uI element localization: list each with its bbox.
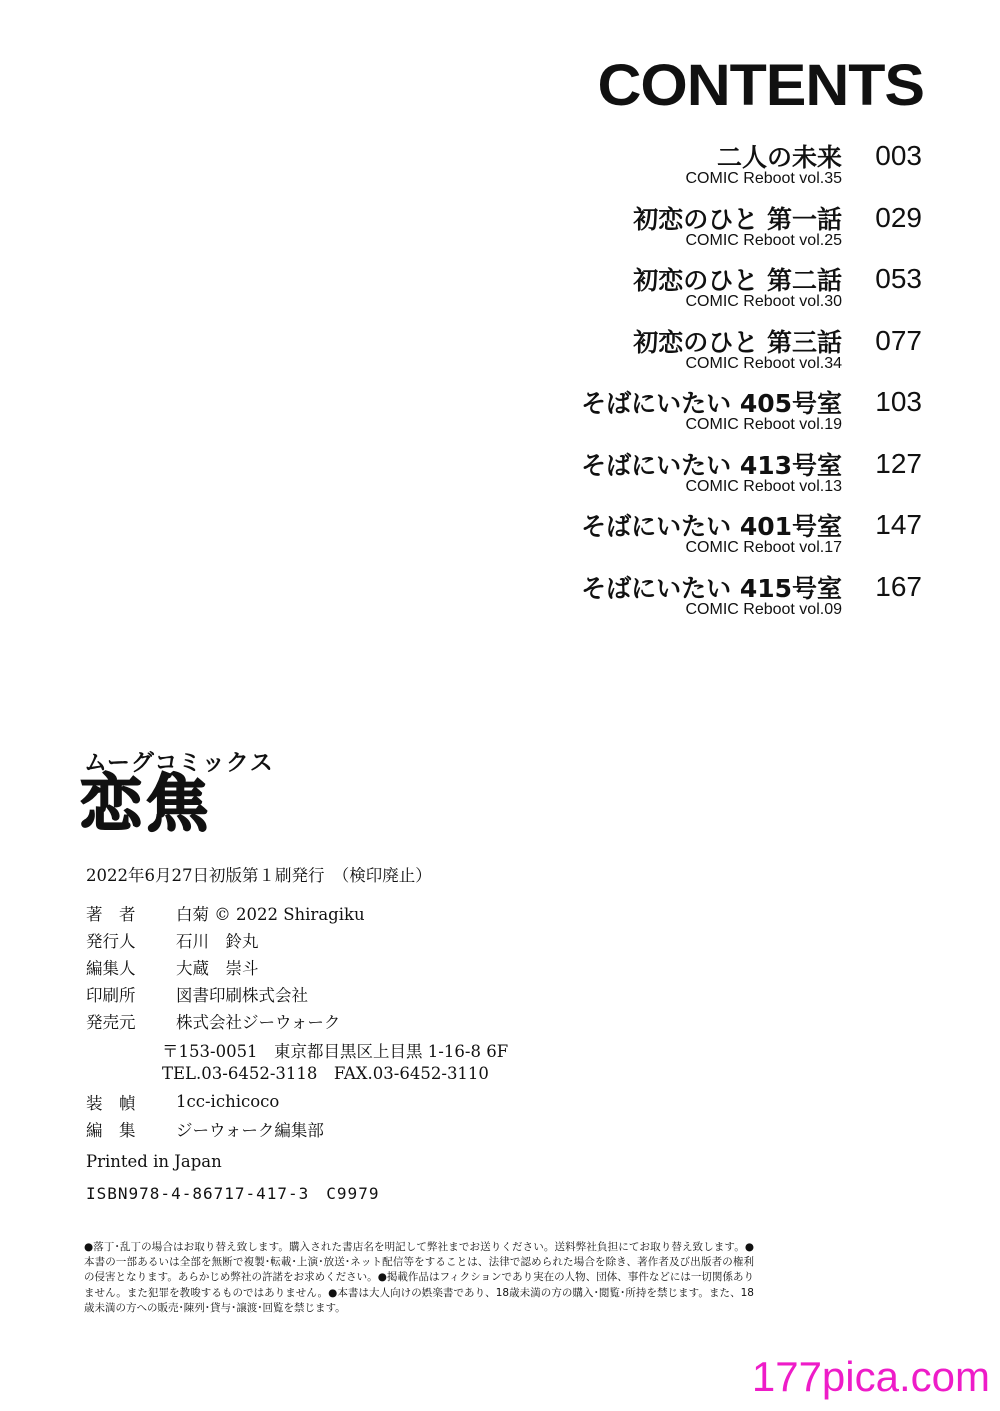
watermark: 177pica.com: [751, 1353, 990, 1400]
toc-entry: [0, 323, 1000, 385]
toc-page-number: 003: [875, 140, 922, 171]
legal-notice: ●落丁･乱丁の場合はお取り替え致します。購入された書店名を明記して弊社までお送りください。送料弊社負担にてお取り替え致します。●本書の一部あるいは全部を無断で複製･転載･上演･放送･ネット配信等をすることは、法律で認められた場合を除き、著作者及び出版者の権利の侵害となります。あらかじめ弊社の許諾をお求めください。●掲載作品はフィクションであり実在の人物、団体、事件などには一切関係ありません。また犯罪を教唆するものではありません。●本書は大人向けの娯楽書であり、18歳未満の方の購入･閲覧･所持を禁じます。また、18歳未満の方への販売･陳列･貸与･譲渡･回覧を禁じます。: [84, 1241, 754, 1314]
toc-title: 初恋のひと 第一話: [633, 204, 842, 234]
toc-source: COMIC Reboot vol.19: [685, 416, 842, 433]
printed-in-japan: Printed in Japan: [86, 1152, 222, 1171]
toc-page-number: 029: [875, 201, 922, 233]
toc-source: COMIC Reboot vol.34: [685, 354, 842, 372]
toc-entry: [0, 138, 1000, 200]
toc-page-number: 167: [875, 570, 922, 602]
credit-value: 白菊 © 2022 Shiragiku: [176, 904, 365, 924]
toc-title: 初恋のひと 第二話: [633, 266, 842, 295]
credit-role: 印刷所: [86, 985, 136, 1005]
credit-role: 編集人: [86, 958, 136, 978]
toc-entry: [0, 200, 1000, 262]
toc-entry: [0, 384, 1000, 446]
credit-role: 発行人: [86, 931, 136, 951]
colophon: [86, 862, 508, 1204]
toc-title: 初恋のひと 第三話: [633, 327, 842, 357]
toc-source: COMIC Reboot vol.35: [685, 170, 842, 187]
toc-source: COMIC Reboot vol.09: [685, 600, 842, 618]
credit-value: ジーウォーク編集部: [176, 1120, 324, 1140]
credit-row: [86, 953, 508, 980]
toc-entry: [0, 446, 1000, 508]
credit-row: [86, 1115, 508, 1142]
credit-row: [86, 926, 508, 953]
credit-row: [86, 980, 508, 1007]
address-line: 〒153-0051 東京都目黒区上目黒 1-16-8 6F: [162, 1042, 509, 1061]
credit-row: [86, 1088, 508, 1115]
credit-value: 石川 鈴丸: [176, 931, 259, 951]
toc-page-number: 103: [875, 386, 922, 417]
toc-title: そばにいたい 413号室: [581, 450, 842, 480]
toc-entry: [0, 569, 1000, 631]
credit-row: [86, 1007, 508, 1034]
toc-source: COMIC Reboot vol.30: [685, 293, 842, 310]
toc-page-number: 127: [875, 447, 922, 479]
credit-value: 図書印刷株式会社: [176, 985, 308, 1005]
toc-page-number: 147: [875, 509, 922, 540]
toc-title: 二人の未来: [716, 143, 842, 172]
credit-role: 編 集: [86, 1120, 136, 1140]
toc-title: そばにいたい 405号室: [581, 389, 842, 418]
toc-entry: [0, 261, 1000, 323]
table-of-contents: [0, 138, 1000, 630]
credit-role: 装 幀: [86, 1093, 136, 1113]
contents-heading: CONTENTS: [597, 53, 924, 118]
publisher-address: [86, 1038, 508, 1082]
toc-title: そばにいたい 401号室: [581, 512, 842, 541]
toc-source: COMIC Reboot vol.13: [685, 477, 842, 495]
toc-page-number: 077: [875, 324, 922, 356]
phone-fax-line: TEL.03-6452-3118 FAX.03-6452-3110: [162, 1064, 489, 1083]
toc-source: COMIC Reboot vol.17: [685, 539, 842, 556]
toc-source: COMIC Reboot vol.25: [685, 231, 842, 249]
credit-value: 1cc-ichicoco: [176, 1092, 280, 1111]
credit-role: 発売元: [86, 1012, 136, 1032]
credit-value: 株式会社ジーウォーク: [176, 1012, 341, 1032]
edition-line: 2022年6月27日初版第１刷発行 （検印廃止）: [86, 866, 432, 885]
credit-value: 大蔵 崇斗: [176, 958, 259, 978]
toc-title: そばにいたい 415号室: [581, 573, 842, 603]
comics-label: ムーグコミックス: [84, 750, 274, 776]
book-title: 恋焦: [80, 767, 213, 840]
credit-role: 著 者: [86, 904, 136, 924]
toc-entry: [0, 507, 1000, 569]
credit-row: [86, 899, 508, 926]
toc-page-number: 053: [875, 263, 922, 294]
isbn: ISBN978-4-86717-417-3 C9979: [86, 1184, 380, 1203]
